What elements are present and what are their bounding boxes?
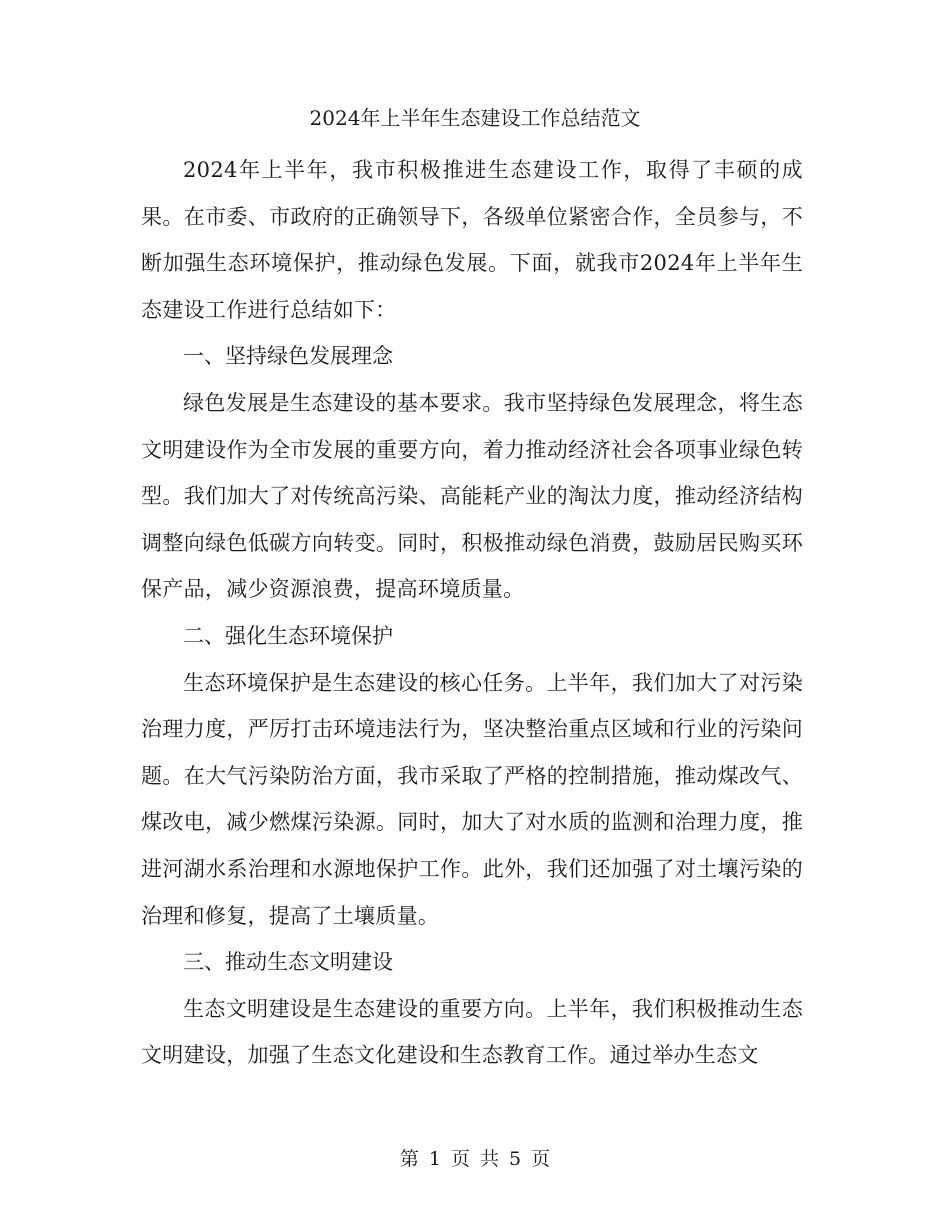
document-body	[141, 147, 803, 1079]
document-title: 2024年上半年生态建设工作总结范文	[309, 106, 641, 130]
paragraph-section-3: 生态文明建设是生态建设的重要方向。上半年，我们积极推动生态文明建设，加强了生态文化建设和生态教育工作。通过举办生态文	[141, 996, 803, 1068]
section-heading-1: 一、坚持绿色发展理念	[183, 344, 393, 369]
paragraph-section-1: 绿色发展是生态建设的基本要求。我市坚持绿色发展理念，将生态文明建设作为全市发展的重要方向，着力推动经济社会各项事业绿色转型。我们加大了对传统高污染、高能耗产业的淘汰力度，推动经济结构调整向绿色低碳方向转变。同时，积极推动绿色消费，鼓励居民购买环保产品，减少资源浪费，提高环境质量。	[141, 390, 803, 602]
paragraph-intro: 2024年上半年，我市积极推进生态建设工作，取得了丰硕的成果。在市委、市政府的正确领导下，各级单位紧密合作，全员参与，不断加强生态环境保护，推动绿色发展。下面，就我市2024年上半年生态建设工作进行总结如下：	[141, 158, 803, 322]
section-heading-3: 三、推动生态文明建设	[183, 950, 393, 975]
paragraph-section-2: 生态环境保护是生态建设的核心任务。上半年，我们加大了对污染治理力度，严厉打击环境违法行为，坚决整治重点区域和行业的污染问题。在大气污染防治方面，我市采取了严格的控制措施，推动煤改气、煤改电，减少燃煤污染源。同时，加大了对水质的监测和治理力度，推进河湖水系治理和水源地保护工作。此外，我们还加强了对土壤污染的治理和修复，提高了土壤质量。	[141, 670, 803, 928]
page-number-footer: 第 1 页 共 5 页	[399, 1148, 551, 1170]
section-heading-2: 二、强化生态环境保护	[183, 623, 393, 648]
